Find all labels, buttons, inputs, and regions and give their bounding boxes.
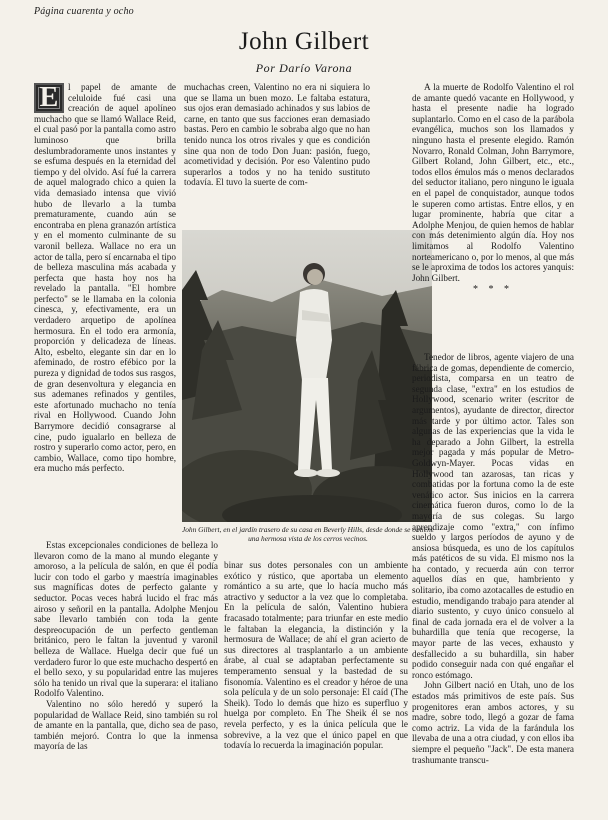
- paragraph-muerte: A la muerte de Rodolfo Valentino el rol de amante quedó vacante en Hollywood, y hasta el presente nadie ha logrado suplantarlo. Como en el caso de la parábola evangélica, muchos son los llamados y ninguno hasta el presente elegido. Ramón Novarro, Ronald Colman, John Barrymore, Gilbert Roland, John Gilbert, etc., etc., todos ellos émulos más o menos declarados del seductor italiano, pero ninguno le iguala en el papel de conquistador, aunque todos le superen como artistas. Entre ellos, y en lugar prominente, habría que citar a Adolphe Menjou, de quien hemos de hablar con más detenimiento algún día. Hoy nos limitamos al Rodolfo Valentino norteamericano o, por lo menos, al que más se le aproxima de todos los actores yanquis: John Gilbert.: [412, 82, 574, 283]
- paragraph-tenedor: Tenedor de libros, agente viajero de una fábrica de gomas, dependiente de comercio, periodista, comparsa en un teatro de segunda clase, "extra" en los estudios de Hollywood, scenario writer (escritor de argumentos), ayudante de director, director más tarde y por último actor. Tales son algunas de las experiencias que la vida le ha deparado a John Gilbert, la estrella mejor pagada y más popular de Metro-Goldwyn-Mayer. Pocas vidas en Hollywood tan azarosas, tan ricas y combatidas por la fortuna como la de este venático actor. Sus inicios en la carrera cinemática fueron duros, como lo de la mayoría de sus colegas. Su largo aprendizaje como "extra," con ínfimo sueldo y largos períodos de ayuno y de ansiosa búsqueda, es uno de los capítulos más patéticos de su vida. El mismo nos la ha contado, y recuerda aún con terror aquellos días en que, hambriento y solitario, iba como azotacalles de estudio en estudio, mendigando trabajo para atender al diario sustento, y cuyo único consuelo al final de cada jornada era el de volver a la buhardilla que tenía que recogerse, la mayor parte de las veces, exhausto y desfallecido a su buhardilla, sin haber podido conseguir nada con qué engañar el ronco estómago.: [412, 352, 574, 680]
- paragraph-binar: binar sus dotes personales con un ambiente exótico y rústico, que aportaba un elemento romántico a su arte, que lo hacía mucho más atractivo y seductor a la vez que lo completaba. En la película de salón, Valentino hubiera fracasado totalmente; para triunfar en este medio le faltaban la elegancia, la distinción y la hermosura de Wallace; de ahí el gran acierto de sus directores al trasplantarlo a un ambiente árabe, al cual se adaptaban perfectamente su temperamento sensual y la bastedad de su fisonomía. Valentino es el creador y héroe de una sola película y de un solo personaje: El caíd (The Sheik). Todo lo demás que hizo es superfluo y huelga por completo. En The Sheik él se nos revela perfecto, y es la única película que le sobrevive, a la vez que el único papel en que todavía lo recuerda la imaginación popular.: [224, 560, 408, 751]
- column-3-bottom: [412, 352, 574, 818]
- paragraph-estas: Estas excepcionales condiciones de belleza lo llevaron como de la mano al mundo elegante y amoroso, a la película de salón, en que él podía lucir con todo el garbo y maestría imaginables sus magníficas dotes de perfecto galante y seductor. Pocas veces habrá lucido el frac más airoso y señoril en la pantalla. Adolphe Menjou sabe llevarlo también con toda la gente despreocupación de un perfecto gentleman británico, pero le faltan la juventud y varonil belleza de Wallace. Huelga decir que fué un verdadero furor lo que este muchacho despertó en el bello sexo, y su popularidad entre las mujeres sólo ha tenido un rival que la superara: el italiano Rodolfo Valentino.: [34, 540, 218, 699]
- intro-text: l papel de amante de celuloide fué casi una creación de aquel apolíneo muchacho que se llamó Wallace Reid, el cual pasó por la pantalla como astro luminoso que brilla deslumbradoramente unos instantes y se esfuma después en la eternidad del tiempo y del olvido. Así fué la carrera de aquel malogrado chico a quien la vida demasiado intensa que vivió hubo de llevarlo a la tumba prematuramente, cuando aún se encontraba en plena granazón artística y en el momento culminante de su varonil belleza. Wallace no era un actor de talla, pero sí encarnaba el tipo de belleza masculina más acabada y perfecta que hasta hoy nos ha revelado la pantalla. "El hombre perfecto" se le llamaba en la colonia cinesca, y, efectivamente, era un verdadero arquetipo de apolínea hermosura. En el todo era armonía, proporción y delicadeza de líneas. Alto, esbelto, elegante sin dar en lo afeminado, de rostro efébico por la pureza y dignidad de todos sus rasgos, de gran desenvoltura y elegancia en sus ademanes refinados y gentiles, este afortunado muchacho no tenía rival en Hollywood. Cuando John Barrymore decidió consagrarse al cine, pudo igualarlo en belleza de rostro y superarlo como actor, pero, en cambio, Wallace, como tipo hombre, era mucho más perfecto.: [34, 82, 176, 474]
- photo-john-gilbert: [182, 230, 432, 522]
- column-2-bottom: [224, 560, 408, 820]
- page-header: Página cuarenta y ocho: [34, 6, 134, 17]
- photo-illustration-icon: [182, 230, 432, 522]
- column-1-bottom: [34, 540, 218, 820]
- section-separator: * * *: [473, 284, 513, 296]
- article-title: John Gilbert: [238, 28, 370, 55]
- photo-caption: John Gilbert, en el jardín trasero de su casa en Beverly Hills, desde donde se obtiene una hermosa vista de los cerros vecinos.: [181, 525, 435, 543]
- paragraph-valentino-heredo: Valentino no sólo heredó y superó la popularidad de Wallace Reid, sino también su rol de amante en la pantalla, que, dicho sea de paso, también mejoró. Contra lo que la inmensa mayoría de las: [34, 698, 218, 752]
- paragraph-valentino: muchachas creen, Valentino no era ni siquiera lo que se llama un buen mozo. Le faltaba estatura, sus ojos eran demasiado achinados y sus labios de carne, en tanto que sus facciones eran demasiado bastas. Pero en cambio le sobraba algo que no han tenido nunca los otros rivales y que es condición sine qua non de todo Don Juan: pasión, fuego, acometividad y decisión. Por eso Valentino pudo superarlos a todos y no ha tenido sustituto todavía. El tuvo la suerte de com-: [184, 82, 370, 188]
- column-1: [34, 82, 176, 532]
- drop-cap: E: [34, 83, 64, 113]
- column-2-top: [184, 82, 370, 228]
- article-byline: Por Darío Varona: [255, 61, 353, 75]
- paragraph-intro: [34, 82, 176, 474]
- paragraph-utah: John Gilbert nació en Utah, uno de los estados más primitivos de este país. Sus progenitores eran ambos actores, y su madre, sobre todo, llegó a gozar de fama como actriz. La vida de la farándula los llevaba de una a otra ciudad, y con ellos iba siempre el pequeño "Jack". De esta manera trashumante transcu-: [412, 680, 574, 765]
